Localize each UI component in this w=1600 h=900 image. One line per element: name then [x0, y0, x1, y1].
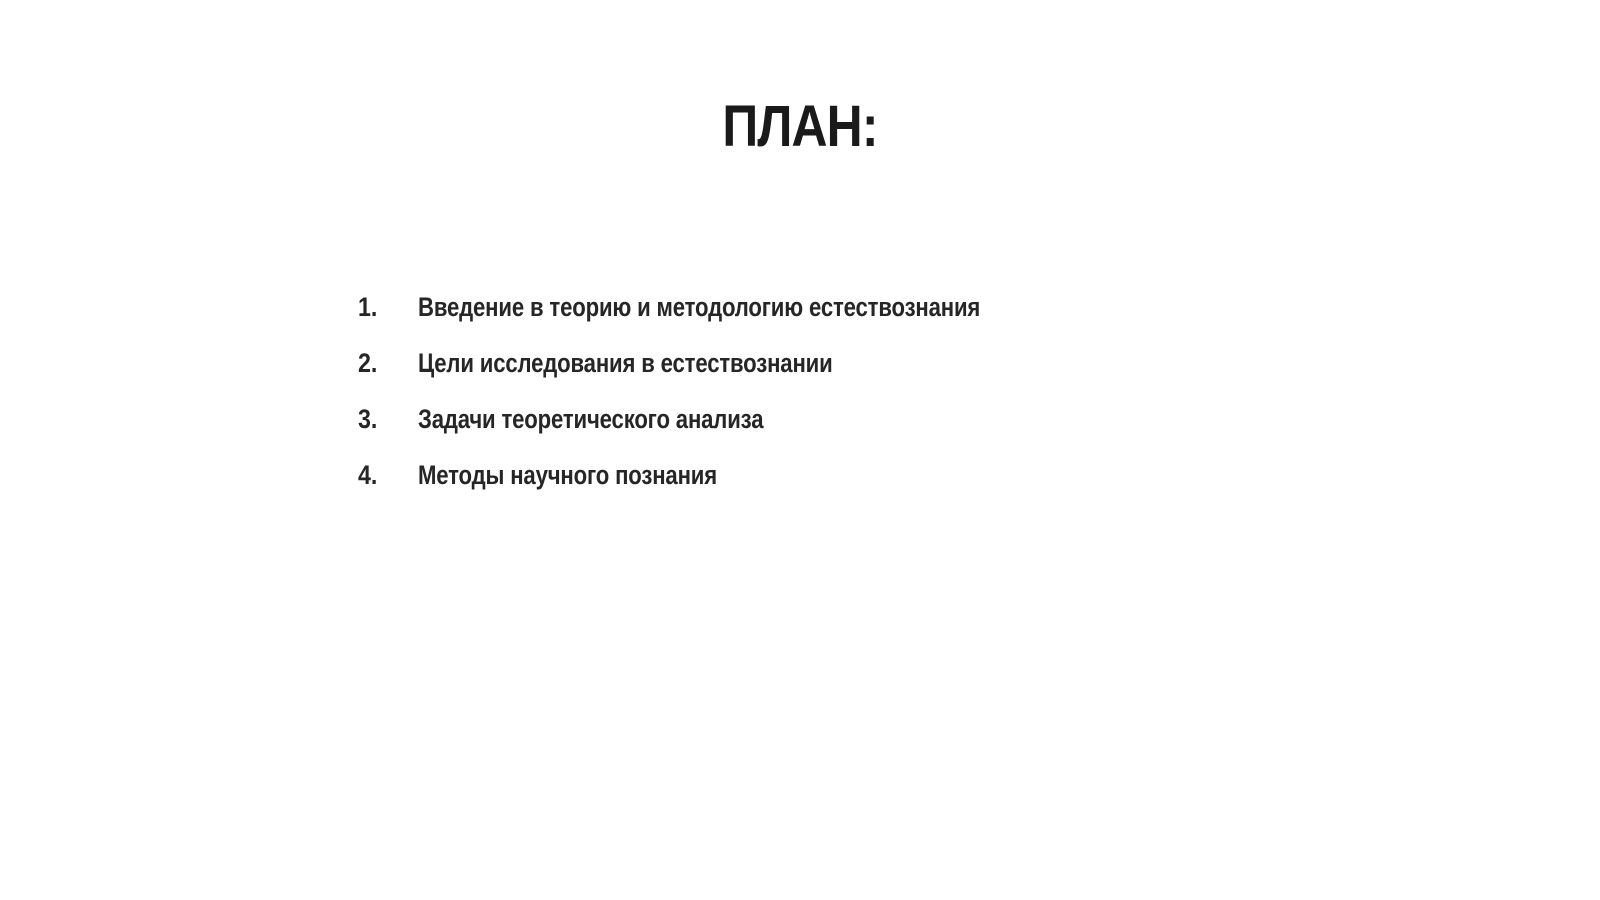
plan-item-4 — [358, 460, 1258, 516]
plan-item-number: 3. — [358, 404, 378, 434]
plan-item-number: 4. — [358, 460, 378, 490]
plan-item-text: Задачи теоретического анализа — [418, 404, 764, 434]
plan-item-number: 2. — [358, 348, 378, 378]
plan-item-text: Цели исследования в естествознании — [418, 348, 833, 378]
plan-item-number: 1. — [358, 292, 378, 322]
plan-item-3 — [358, 404, 1258, 460]
plan-item-text: Методы научного познания — [418, 460, 717, 490]
slide-title: ПЛАН: — [722, 94, 878, 159]
plan-item-text: Введение в теорию и методологию естествознания — [418, 292, 981, 322]
plan-list — [358, 292, 1258, 516]
plan-item-2 — [358, 348, 1258, 404]
plan-item-1 — [358, 292, 1258, 348]
